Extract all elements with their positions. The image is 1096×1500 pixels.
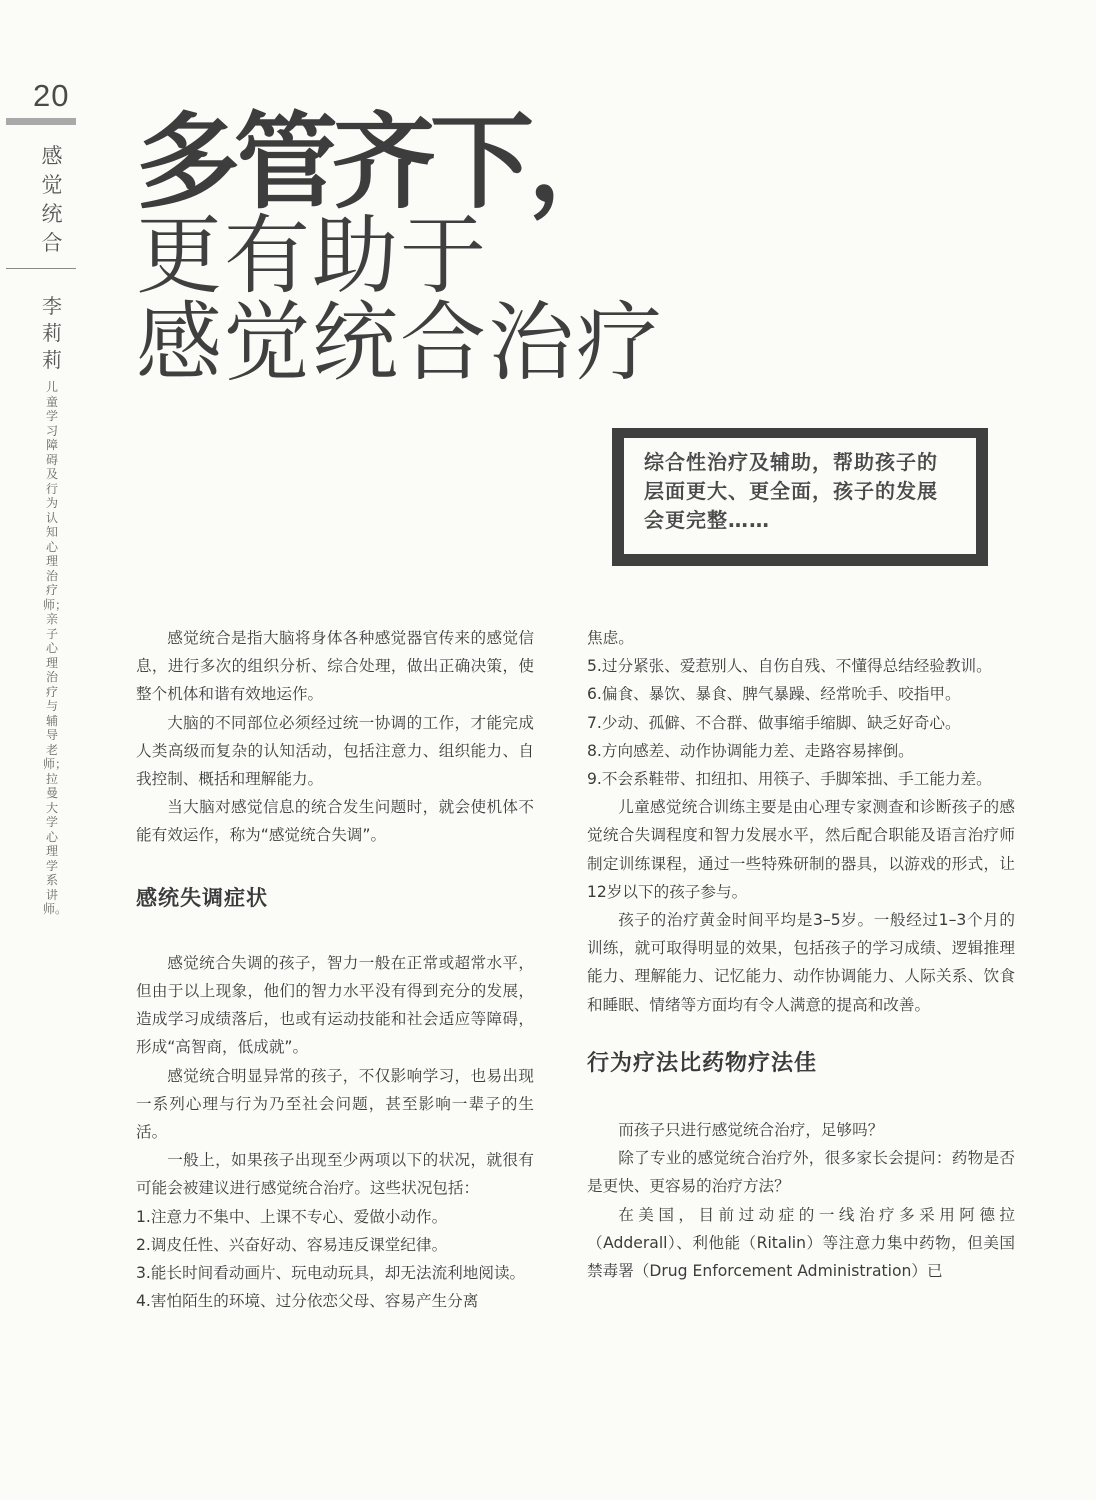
paragraph: 大脑的不同部位必须经过统一协调的工作，才能完成人类高级而复杂的认知活动，包括注意力、组织能力、自我控制、概括和理解能力。 [136,713,534,789]
list-item: 9.不会系鞋带、扣纽扣、用筷子、手脚笨拙、手工能力差。 [587,770,992,789]
section-label: 感觉统合 [41,144,63,255]
title-line-3: 感觉统合治疗 [136,293,664,393]
paragraph: 当大脑对感觉信息的统合发生问题时，就会使机体不能有效运作，称为“感觉统合失调”。 [136,798,534,845]
paragraph: 孩子的治疗黄金时间平均是3–5岁。一般经过1–3个月的训练，就可取得明显的效果，包括孩子的学习成绩、逻辑推理能力、理解能力、记忆能力、动作协调能力、人际关系、饮食和睡眠、情绪等方面均有令人满意的提高和改善。 [587,911,1015,1014]
title-line-2: 更有助于 [136,206,488,306]
list-item: 1.注意力不集中、上课不专心、爱做小动作。 [136,1207,448,1226]
paragraph: 感觉统合失调的孩子，智力一般在正常或超常水平，但由于以上现象，他们的智力水平没有得到充分的发展，造成学习成绩落后，也或有运动技能和社会适应等障碍，形成“高智商，低成就”。 [136,953,534,1057]
paragraph: 而孩子只进行感觉统合治疗，足够吗？ [618,1121,884,1140]
paragraph: 除了专业的感觉统合治疗外，很多家长会提问：药物是否是更快、更容易的治疗方法？ [587,1149,1015,1196]
list-item: 4.害怕陌生的环境、过分依恋父母、容易产生分离 [136,1292,479,1311]
paragraph: 感觉统合是指大脑将身体各种感觉器官传来的感觉信息，进行多次的组织分析、综合处理，做出正确决策，使整个机体和谐有效地运作。 [136,629,534,704]
author-bio: 儿童学习障碍及行为认知心理治疗师；亲子心理治疗与辅导老师；拉曼大学心理学系讲师。 [43,380,68,916]
paragraph: 在美国，目前过动症的一线治疗多采用阿德拉（Adderall）、利他能（Ritalin）等注意力集中药物，但美国禁毒署（Drug Enforcement Administration）已 [587,1205,1015,1281]
list-item: 6.偏食、暴饮、暴食、脾气暴躁、经常吮手、咬指甲。 [587,685,961,704]
author-name: 李莉莉 [42,294,62,372]
paragraph: 儿童感觉统合训练主要是由心理专家测查和诊断孩子的感觉统合失调程度和智力发展水平，然后配合职能及语言治疗师制定训练课程，通过一些特殊研制的器具，以游戏的形式，让12岁以下的孩子参与。 [587,798,1015,901]
paragraph: 感觉统合明显异常的孩子，不仅影响学习，也易出现一系列心理与行为乃至社会问题，甚至影响一辈子的生活。 [136,1066,534,1142]
right-column [587,624,1015,1285]
list-item: 8.方向感差、动作协调能力差、走路容易摔倒。 [587,741,914,760]
top-rule [6,118,76,125]
page-number: 20 [33,78,70,113]
title-line-1: 多管齐下， [136,101,627,223]
list-item: 2.调皮任性、兴奋好动、容易违反课堂纪律。 [136,1235,448,1254]
left-column [136,624,534,1315]
callout-text: 综合性治疗及辅助，帮助孩子的层面更大、更全面，孩子的发展会更完整…… [624,438,976,554]
list-item: 3.能长时间看动画片、玩电动玩具，却无法流利地阅读。 [136,1264,526,1283]
paragraph: 一般上，如果孩子出现至少两项以下的状况，就很有可能会被建议进行感觉统合治疗。这些状况包括： [136,1151,534,1198]
divider-rule [6,268,76,269]
section-heading: 感统失调症状 [136,885,268,910]
list-item: 7.少动、孤僻、不合群、做事缩手缩脚、缺乏好奇心。 [587,713,961,732]
list-item-continuation: 焦虑。 [587,629,634,647]
section-heading: 行为疗法比药物疗法佳 [587,1050,818,1076]
list-item: 5.过分紧张、爱惹别人、自伤自残、不懂得总结经验教训。 [587,657,992,676]
